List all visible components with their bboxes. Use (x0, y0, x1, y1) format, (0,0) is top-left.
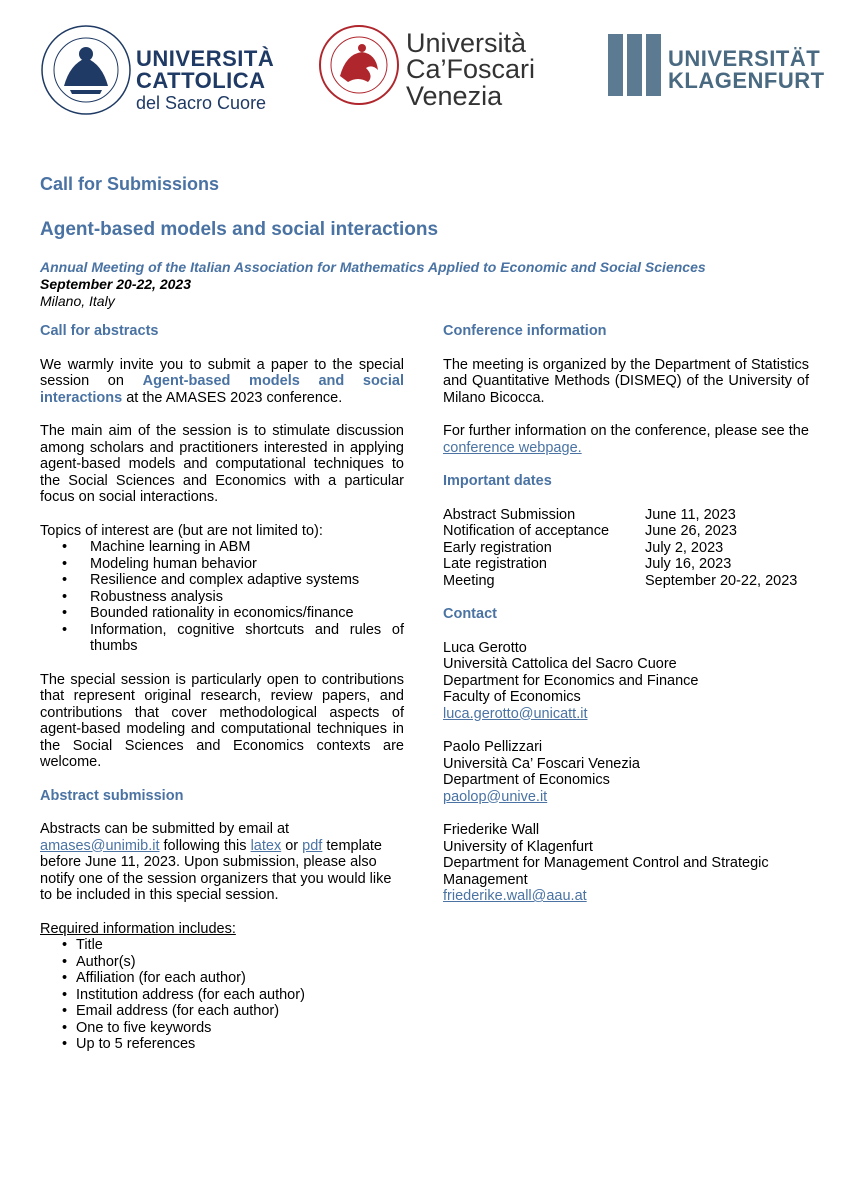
topic-text: Bounded rationality in economics/finance (90, 605, 354, 621)
bullet-icon: • (62, 953, 68, 970)
date-value: July 16, 2023 (645, 556, 732, 572)
list-item (40, 589, 404, 606)
bullet-icon: • (62, 1019, 68, 1036)
submission-email-link[interactable]: amases@unimib.it (40, 837, 160, 854)
meeting-info (40, 259, 706, 310)
list-item (40, 539, 404, 556)
contact-email-link[interactable]: paolop@unive.it (443, 788, 548, 805)
topics-list (40, 539, 404, 655)
contact-line: University of Klagenfurt (443, 838, 593, 855)
date-value: September 20-22, 2023 (645, 572, 798, 589)
bullet-icon: • (62, 588, 68, 605)
topic-text: Modeling human behavior (90, 555, 257, 572)
required-item-text: Title (76, 937, 103, 953)
ucsc-wordmark (136, 48, 274, 112)
cafoscari-line1: Università (406, 28, 527, 58)
latex-template-link[interactable]: latex (250, 837, 282, 854)
klagenfurt-line2: KLAGENFURT (668, 68, 825, 93)
contact-card (443, 739, 809, 805)
bullet-icon: • (62, 1036, 68, 1052)
topic-text: Machine learning in ABM (90, 539, 251, 555)
cafoscari-logo (318, 24, 400, 106)
date-label: Notification of acceptance (443, 523, 610, 539)
contact-line: Università Ca’ Foscari Venezia (443, 755, 640, 772)
topic-text: Robustness analysis (90, 588, 223, 605)
list-item (40, 1020, 404, 1037)
list-item (40, 605, 404, 622)
aim-paragraph: The main aim of the session is to stimulate discussion among scholars and practitioners interested in applying agent-based models and computational techniques to the Social Sciences and Economics with a particular focus on social interactions. (40, 423, 404, 505)
klagenfurt-logo (608, 34, 664, 96)
call-heading: Call for Submissions (40, 174, 220, 194)
required-item-text: Affiliation (for each author) (76, 970, 246, 986)
required-item-text: One to five keywords (76, 1019, 212, 1036)
contact-line: Università Cattolica del Sacro Cuore (443, 656, 677, 672)
ucsc-logo (40, 24, 132, 116)
list-item (40, 556, 404, 573)
bullet-icon: • (62, 1003, 68, 1019)
call-for-abstracts-heading: Call for abstracts (40, 323, 159, 339)
klagenfurt-wordmark (668, 48, 825, 92)
required-item-text: Up to 5 references (76, 1036, 196, 1052)
right-column (443, 323, 809, 905)
bullet-icon: • (62, 970, 68, 986)
topic-text: Information, cognitive shortcuts and rules of thumbs (90, 621, 404, 654)
list-item (40, 622, 404, 655)
list-item (40, 1036, 404, 1053)
contact-card (443, 822, 809, 905)
conference-info-heading: Conference information (443, 323, 607, 339)
topics-intro: Topics of interest are (but are not limited to): (40, 522, 323, 539)
contributions-paragraph: The special session is particularly open to contributions that represent original research, review papers, and contributions that cover methodological aspects of agent-based modeling and computational techniques in the Social Sciences and Economics contexts are welcome. (40, 671, 404, 770)
contact-line: Department for Economics and Finance (443, 672, 699, 689)
bullet-icon: • (62, 605, 68, 621)
abstract-submission-heading: Abstract submission (40, 787, 184, 804)
topic-text: Resilience and complex adaptive systems (90, 572, 360, 588)
ucsc-line1: UNIVERSITÀ (136, 46, 275, 71)
bullet-icon: • (62, 539, 68, 555)
contact-name: Paolo Pellizzari (443, 739, 543, 755)
contact-line: Faculty of Economics (443, 689, 581, 705)
further-info-text: For further information on the conference, please see the (443, 423, 809, 439)
list-item (40, 572, 404, 589)
contact-heading: Contact (443, 606, 497, 622)
contact-name: Friederike Wall (443, 822, 540, 838)
date-label: Early registration (443, 539, 552, 556)
date-label: Meeting (443, 572, 495, 589)
contact-email-link[interactable]: luca.gerotto@unicatt.it (443, 705, 588, 722)
list-item (40, 1003, 404, 1020)
required-item-text: Email address (for each author) (76, 1003, 280, 1019)
list-item (40, 970, 404, 987)
pdf-template-link[interactable]: pdf (302, 837, 323, 854)
bullet-icon: • (62, 572, 68, 588)
invite-text-end: at the AMASES 2023 conference. (122, 389, 343, 406)
contact-card (443, 640, 809, 723)
session-title: Agent-based models and social interactions (40, 219, 439, 240)
lion-seal-icon (318, 24, 400, 106)
klagenfurt-bars-icon (608, 34, 664, 96)
bullet-icon: • (62, 555, 68, 572)
list-item (40, 954, 404, 971)
invite-text: We warmly invite you to submit a paper to the special session on (40, 356, 404, 389)
date-label: Abstract Submission (443, 506, 576, 523)
contact-email-link[interactable]: friederike.wall@aau.at (443, 888, 587, 904)
session-name-highlight: Agent-based models and social interactions (40, 373, 404, 406)
dates-table (443, 507, 809, 590)
bullet-icon: • (62, 986, 68, 1003)
contact-name: Luca Gerotto (443, 639, 527, 656)
bullet-icon: • (62, 937, 68, 953)
invite-paragraph (40, 357, 404, 407)
date-value: July 2, 2023 (645, 539, 724, 556)
meeting-name: Annual Meeting of the Italian Association for Mathematics Applied to Economic and Social Sciences (40, 259, 706, 275)
contact-line: Department for Management Control and Strategic Management (443, 855, 769, 888)
list-item (40, 987, 404, 1004)
submission-text: or (281, 837, 303, 854)
required-item-text: Institution address (for each author) (76, 986, 305, 1003)
date-value: June 26, 2023 (645, 523, 737, 539)
meeting-place: Milano, Italy (40, 293, 115, 309)
klagenfurt-line1: UNIVERSITÄT (668, 46, 821, 71)
left-column (40, 323, 404, 1053)
ucsc-seal-icon (40, 24, 132, 116)
list-item (40, 937, 404, 954)
cafoscari-line3: Venezia (406, 80, 503, 111)
further-info-paragraph (443, 423, 809, 456)
submission-text: following this (159, 837, 251, 854)
required-info-heading: Required information includes: (40, 920, 236, 937)
submission-text: template before June 11, 2023. Upon submission, please also notify one of the session organizers that you would like to be included in this special session. (40, 837, 392, 903)
cafoscari-wordmark (406, 30, 535, 109)
required-info-list (40, 937, 404, 1053)
bullet-icon: • (62, 621, 68, 638)
important-dates-heading: Important dates (443, 473, 552, 489)
organizer-paragraph: The meeting is organized by the Department of Statistics and Quantitative Methods (DISMEQ) of the University of Milano Bicocca. (443, 356, 809, 406)
date-value: June 11, 2023 (645, 506, 736, 523)
cafoscari-line2: Ca’Foscari (406, 54, 536, 85)
meeting-dates: September 20-22, 2023 (40, 276, 191, 292)
ucsc-line3: del Sacro Cuore (136, 93, 267, 113)
date-label: Late registration (443, 556, 547, 572)
submission-paragraph (40, 821, 404, 904)
ucsc-line2: CATTOLICA (136, 68, 266, 93)
contact-line: Department of Economics (443, 772, 610, 788)
submission-text: Abstracts can be submitted by email at (40, 821, 290, 837)
required-item-text: Author(s) (76, 953, 136, 970)
conference-webpage-link[interactable]: conference webpage. (443, 439, 582, 456)
